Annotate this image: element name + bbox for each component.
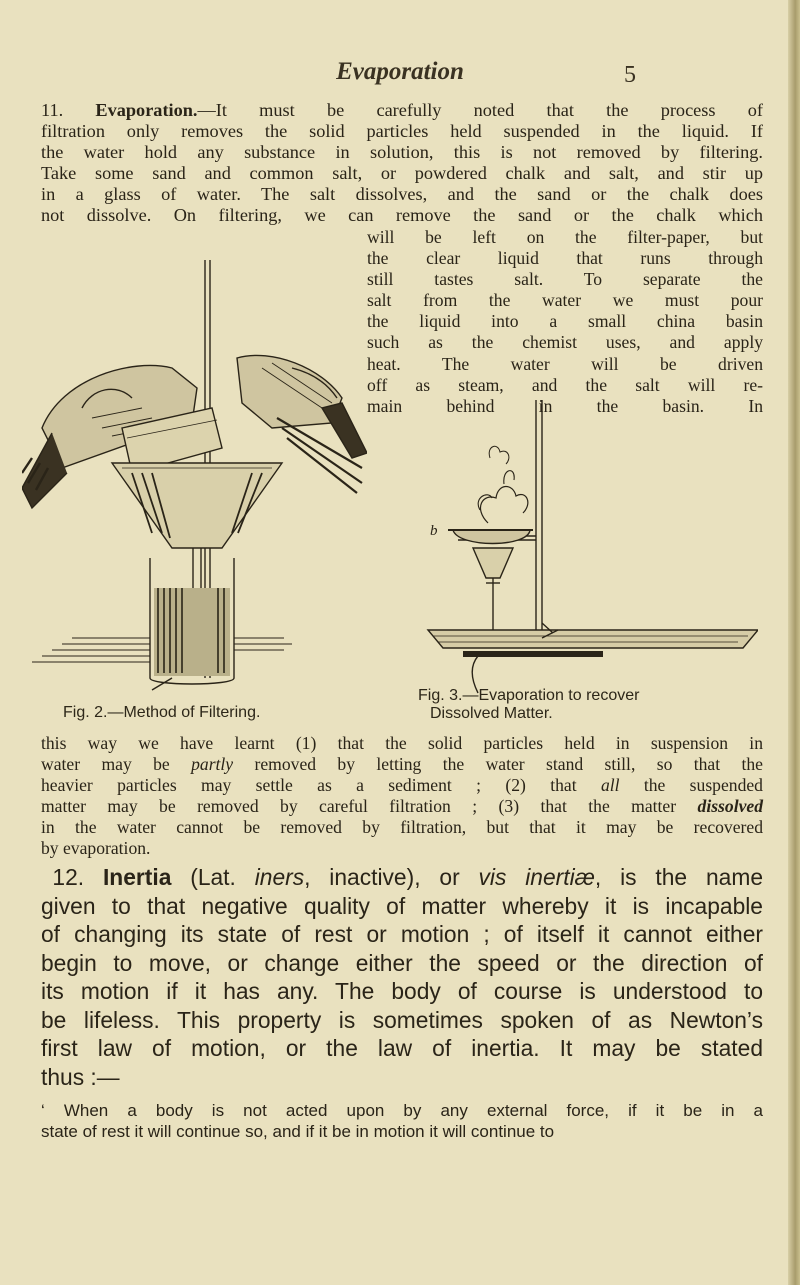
figure-3-evaporation-illustration (418, 398, 758, 698)
text-line: the water hold any substance in solution, this is not removed by filtering. (41, 142, 763, 163)
newton-law-quote (41, 1100, 763, 1142)
section-heading-evaporation: Evaporation. (95, 100, 198, 120)
text-line: 12. Inertia (Lat. iners, inactive), or vis inertiæ, is the name (52, 864, 763, 890)
text-line: given to that negative quality of matter whereby it is incapable (41, 892, 763, 919)
figure-2-caption: Fig. 2.—Method of Filtering. (63, 704, 261, 721)
text-line: heavier particles may settle as a sediment ; (2) that all the suspended (41, 775, 763, 796)
section-11-wrap-column (367, 227, 763, 417)
text-line: off as steam, and the salt will re- (367, 374, 763, 395)
text-line: begin to move, or change either the speed or the direction of (41, 949, 763, 976)
figure-3-caption-line-2: Dissolved Matter. (430, 705, 553, 722)
section-heading-inertia: Inertia (102, 864, 172, 890)
section-12-inertia-paragraph (41, 863, 763, 1091)
text-line: in a glass of water. The salt dissolves, and the sand or the chalk does (41, 184, 763, 205)
text-line: still tastes salt. To separate the (367, 269, 763, 290)
text-line: its motion if it has any. The body of course is understood to (41, 978, 763, 1004)
text-line: 11. Evaporation.—It must be carefully noted that the process of (41, 100, 763, 120)
text-line: heat. The water will be driven (367, 353, 763, 374)
section-11-paragraph (41, 100, 763, 227)
text-line: water may be partly removed by letting the water stand still, so that the (41, 754, 763, 775)
text-line: state of rest it will continue so, and if it be in motion it will continue to (41, 1122, 555, 1141)
text-line: salt from the water we must pour (367, 290, 763, 311)
text-line: of changing its state of rest or motion ; of itself it cannot either (41, 921, 763, 947)
text-line: be lifeless. This property is sometimes spoken of as Newton’s (41, 1006, 763, 1033)
text-line: this way we have learnt (1) that the solid particles held in suspension in (41, 733, 763, 753)
text-line: first law of motion, or the law of inertia. It may be stated (41, 1035, 763, 1061)
text-line: main behind in the basin. In (367, 395, 763, 416)
text-line: such as the chemist uses, and apply (367, 332, 763, 353)
text-line: Take some sand and common salt, or powdered chalk and salt, and stir up (41, 163, 763, 184)
text-line: will be left on the filter-paper, but (367, 227, 763, 247)
page-number: 5 (624, 62, 636, 88)
text-line: by evaporation. (41, 838, 151, 859)
figure-3-caption-line-1: Fig. 3.—Evaporation to recover (418, 687, 640, 704)
figure-3-label-b: b (430, 523, 438, 539)
text-line: ‘ When a body is not acted upon by any external force, if it be in a (41, 1101, 763, 1120)
text-line: matter may be removed by careful filtration ; (3) that the matter dissolved (41, 796, 763, 817)
text-line: in the water cannot be removed by filtration, but that it may be recovered (41, 817, 763, 838)
text-line: filtration only removes the solid particles held suspended in the liquid. If (41, 121, 763, 142)
text-line: thus :— (41, 1063, 120, 1090)
running-header-title: Evaporation (336, 58, 464, 85)
text-line: the liquid into a small china basin (367, 311, 763, 332)
figure-2-filtering-illustration (22, 258, 367, 698)
page-edge (788, 0, 800, 1285)
text-line: the clear liquid that runs through (367, 248, 763, 269)
text-line: not dissolve. On filtering, we can remove the sand or the chalk which (41, 205, 763, 226)
continuation-paragraph (41, 733, 763, 860)
